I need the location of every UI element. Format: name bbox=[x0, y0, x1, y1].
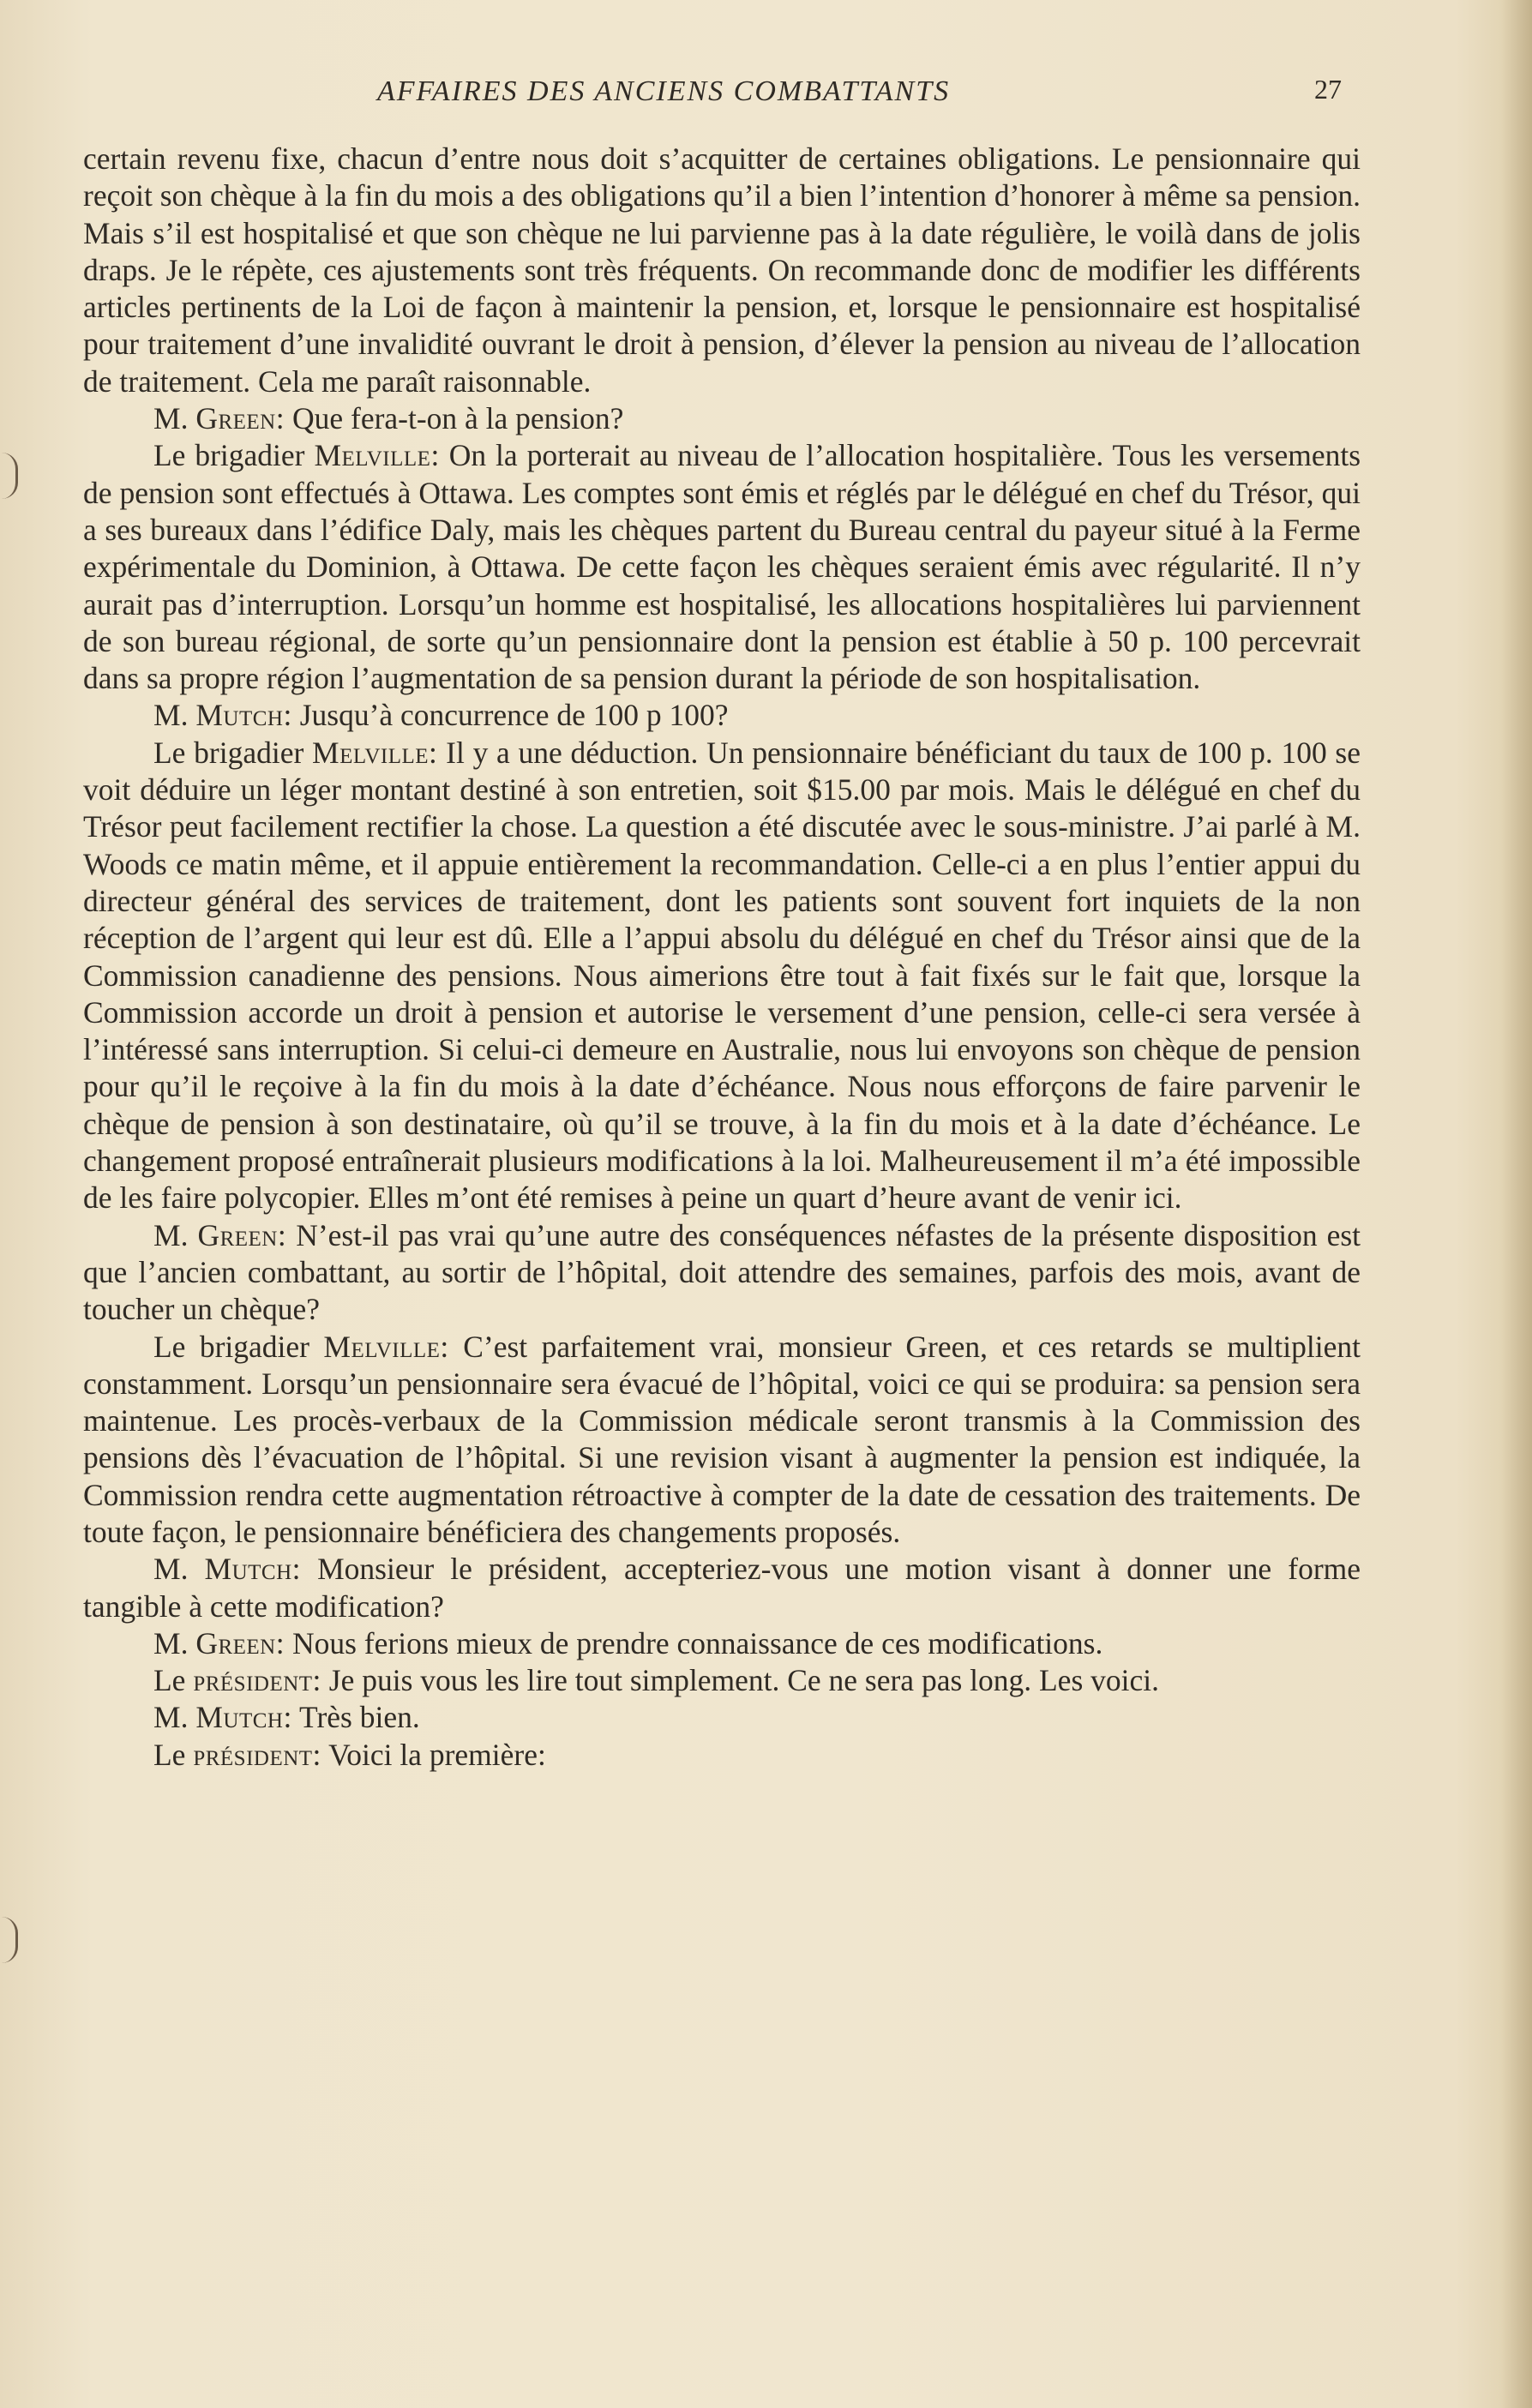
paragraph-text: Il y a une déduction. Un pensionnaire bénéficiant du taux de 100 p. 100 se voit déduire un léger montant destiné à son entretien, soit $15.00 par mois. Mais le délégué en chef du Trésor peut facilement rectifier la chose. La question a été discutée avec le sous-ministre. J’ai parlé à M. Woods ce matin même, et il appuie entièrement la recommandation. Celle-ci a en plus l’entier appui du directeur général des services de traitement, dont les patients sont souvent fort inquiets de la non réception de l’argent qui leur est dû. Elle a l’appui absolu du délégué en chef du Trésor ainsi que de la Commission canadienne des pensions. Nous aimerions être tout à fait fixés sur le fait que, lorsque la Commission accorde un droit à pension et autorise le versement d’une pension, celle-ci sera versée à l’intéressé sans interruption. Si celui-ci demeure en Australie, nous lui envoyons son chèque de pension pour qu’il le reçoive à la fin du mois à la date d’échéance. Nous nous efforçons de faire parvenir le chèque de pension à son destinataire, où qu’il se trouve, à la fin du mois et à la date d’échéance. Le changement proposé entraînerait plusieurs modifications à la loi. Malheureusement il m’a été impossible de les faire polycopier. Elles m’ont été remises à peine un quart d’heure avant de venir ici. bbox=[83, 735, 1361, 1216]
speaker-prefix: M. bbox=[153, 1552, 189, 1587]
paragraph-text: Je puis vous les lire tout simplement. Ce ne sera pas long. Les voici. bbox=[321, 1663, 1159, 1698]
paragraph bbox=[83, 697, 1361, 734]
body-text bbox=[83, 141, 1361, 1774]
speaker-prefix: M. bbox=[153, 1700, 189, 1735]
paragraph-text: C’est parfaitement vrai, monsieur Green, et ces retards se multiplient constamment. Lorsqu’un pensionnaire sera évacué de l’hôpital, voici ce qui se produira: sa pension sera maintenue. Les procès-verbaux de la Commission médicale seront transmis à la Commission des pensions dès l’évacuation de l’hôpital. Si une revision visant à augmenter la pension est indiquée, la Commission rendra cette augmentation rétroactive à compter de la date de cessation des traitements. De toute façon, le pensionnaire bénéficiera des changements proposés. bbox=[83, 1329, 1361, 1549]
speaker-prefix: M. bbox=[153, 698, 189, 733]
paragraph-text: On la porterait au niveau de l’allocation hospitalière. Tous les versements de pension sont effectués à Ottawa. Les comptes sont émis et réglés par le délégué en chef du Trésor, qui a ses bureaux dans l’édifice Daly, mais les chèques partent du Bureau central du payeur situé à la Ferme expérimentale du Dominion, à Ottawa. De cette façon les chèques seraient émis avec régularité. Il n’y aurait pas d’interruption. Lorsqu’un homme est hospitalisé, les allocations hospitalières lui parviennent de son bureau régional, de sorte qu’un pensionnaire dont la pension est établie à 50 p. 100 percevrait dans sa propre région l’augmentation de sa pension durant la période de son hospitalisation. bbox=[83, 438, 1361, 696]
binding-hole-mark bbox=[2, 453, 18, 499]
speaker-name: Green: bbox=[195, 401, 285, 436]
paragraph-text: certain revenu fixe, chacun d’entre nous doit s’acquitter de certaines obligations. Le pensionnaire qui reçoit son chèque à la fin du mois a des obligations qu’il a bien l’intention d’honorer à même sa pension. Mais s’il est hospitalisé et que son chèque ne lui parvienne pas à la date régulière, le voilà dans de jolis draps. Je le répète, ces ajustements sont très fréquents. On recommande donc de modifier les différents articles pertinents de la Loi de façon à maintenir la pension, et, lorsque le pensionnaire est hospitalisé pour traitement d’une invalidité ouvrant le droit à pension, d’élever la pension au niveau de l’allocation de traitement. Cela me paraît raisonnable. bbox=[83, 141, 1361, 399]
speaker-name: Green: bbox=[195, 1625, 285, 1660]
page-number: 27 bbox=[1314, 74, 1342, 105]
speaker-name: Melville: bbox=[323, 1329, 449, 1364]
speaker-name: Mutch: bbox=[195, 1700, 292, 1735]
paragraph-text: N’est-il pas vrai qu’une autre des conséquences néfastes de la présente disposition est que l’ancien combattant, au sortir de l’hôpital, doit attendre des semaines, parfois des mois, avant de toucher un chèque? bbox=[83, 1217, 1361, 1327]
paragraph-text: Jusqu’à concurrence de 100 p 100? bbox=[291, 698, 729, 733]
paragraph bbox=[83, 1625, 1361, 1662]
paragraph-text: Voici la première: bbox=[321, 1737, 546, 1772]
speaker-name: Melville: bbox=[314, 438, 440, 473]
binding-hole-mark bbox=[2, 1917, 18, 1963]
paragraph bbox=[83, 1737, 1361, 1774]
speaker-name: président: bbox=[193, 1737, 321, 1772]
paragraph bbox=[83, 1217, 1361, 1329]
speaker-prefix: Le bbox=[153, 1737, 186, 1772]
paragraph bbox=[83, 1662, 1361, 1699]
paragraph bbox=[83, 437, 1361, 697]
paragraph bbox=[83, 400, 1361, 437]
paragraph bbox=[83, 1551, 1361, 1625]
paragraph bbox=[83, 141, 1361, 400]
speaker-prefix: M. bbox=[153, 1217, 189, 1252]
speaker-name: président: bbox=[193, 1663, 321, 1698]
speaker-name: Green: bbox=[197, 1217, 287, 1252]
running-title: AFFAIRES DES ANCIENS COMBATTANTS bbox=[377, 75, 951, 107]
speaker-name: Mutch: bbox=[195, 698, 292, 733]
paragraph bbox=[83, 735, 1361, 1217]
speaker-prefix: Le bbox=[153, 1663, 186, 1698]
paragraph-text: Que fera-t-on à la pension? bbox=[285, 401, 624, 436]
speaker-name: Melville: bbox=[312, 735, 438, 770]
speaker-prefix: M. bbox=[153, 401, 189, 436]
speaker-prefix: Le brigadier bbox=[153, 735, 304, 770]
speaker-prefix: Le brigadier bbox=[153, 438, 305, 473]
paragraph bbox=[83, 1329, 1361, 1552]
paragraph bbox=[83, 1699, 1361, 1736]
page-edge-shadow bbox=[1501, 0, 1532, 2408]
paragraph-text: Très bien. bbox=[291, 1700, 420, 1735]
running-head bbox=[0, 75, 1532, 118]
paragraph-text: Nous ferions mieux de prendre connaissance de ces modifications. bbox=[285, 1625, 1103, 1660]
speaker-name: Mutch: bbox=[204, 1552, 302, 1587]
paragraph-text: Monsieur le président, accepteriez-vous une motion visant à donner une forme tangible à cette modification? bbox=[83, 1552, 1361, 1624]
speaker-prefix: M. bbox=[153, 1625, 189, 1660]
speaker-prefix: Le brigadier bbox=[153, 1329, 309, 1364]
